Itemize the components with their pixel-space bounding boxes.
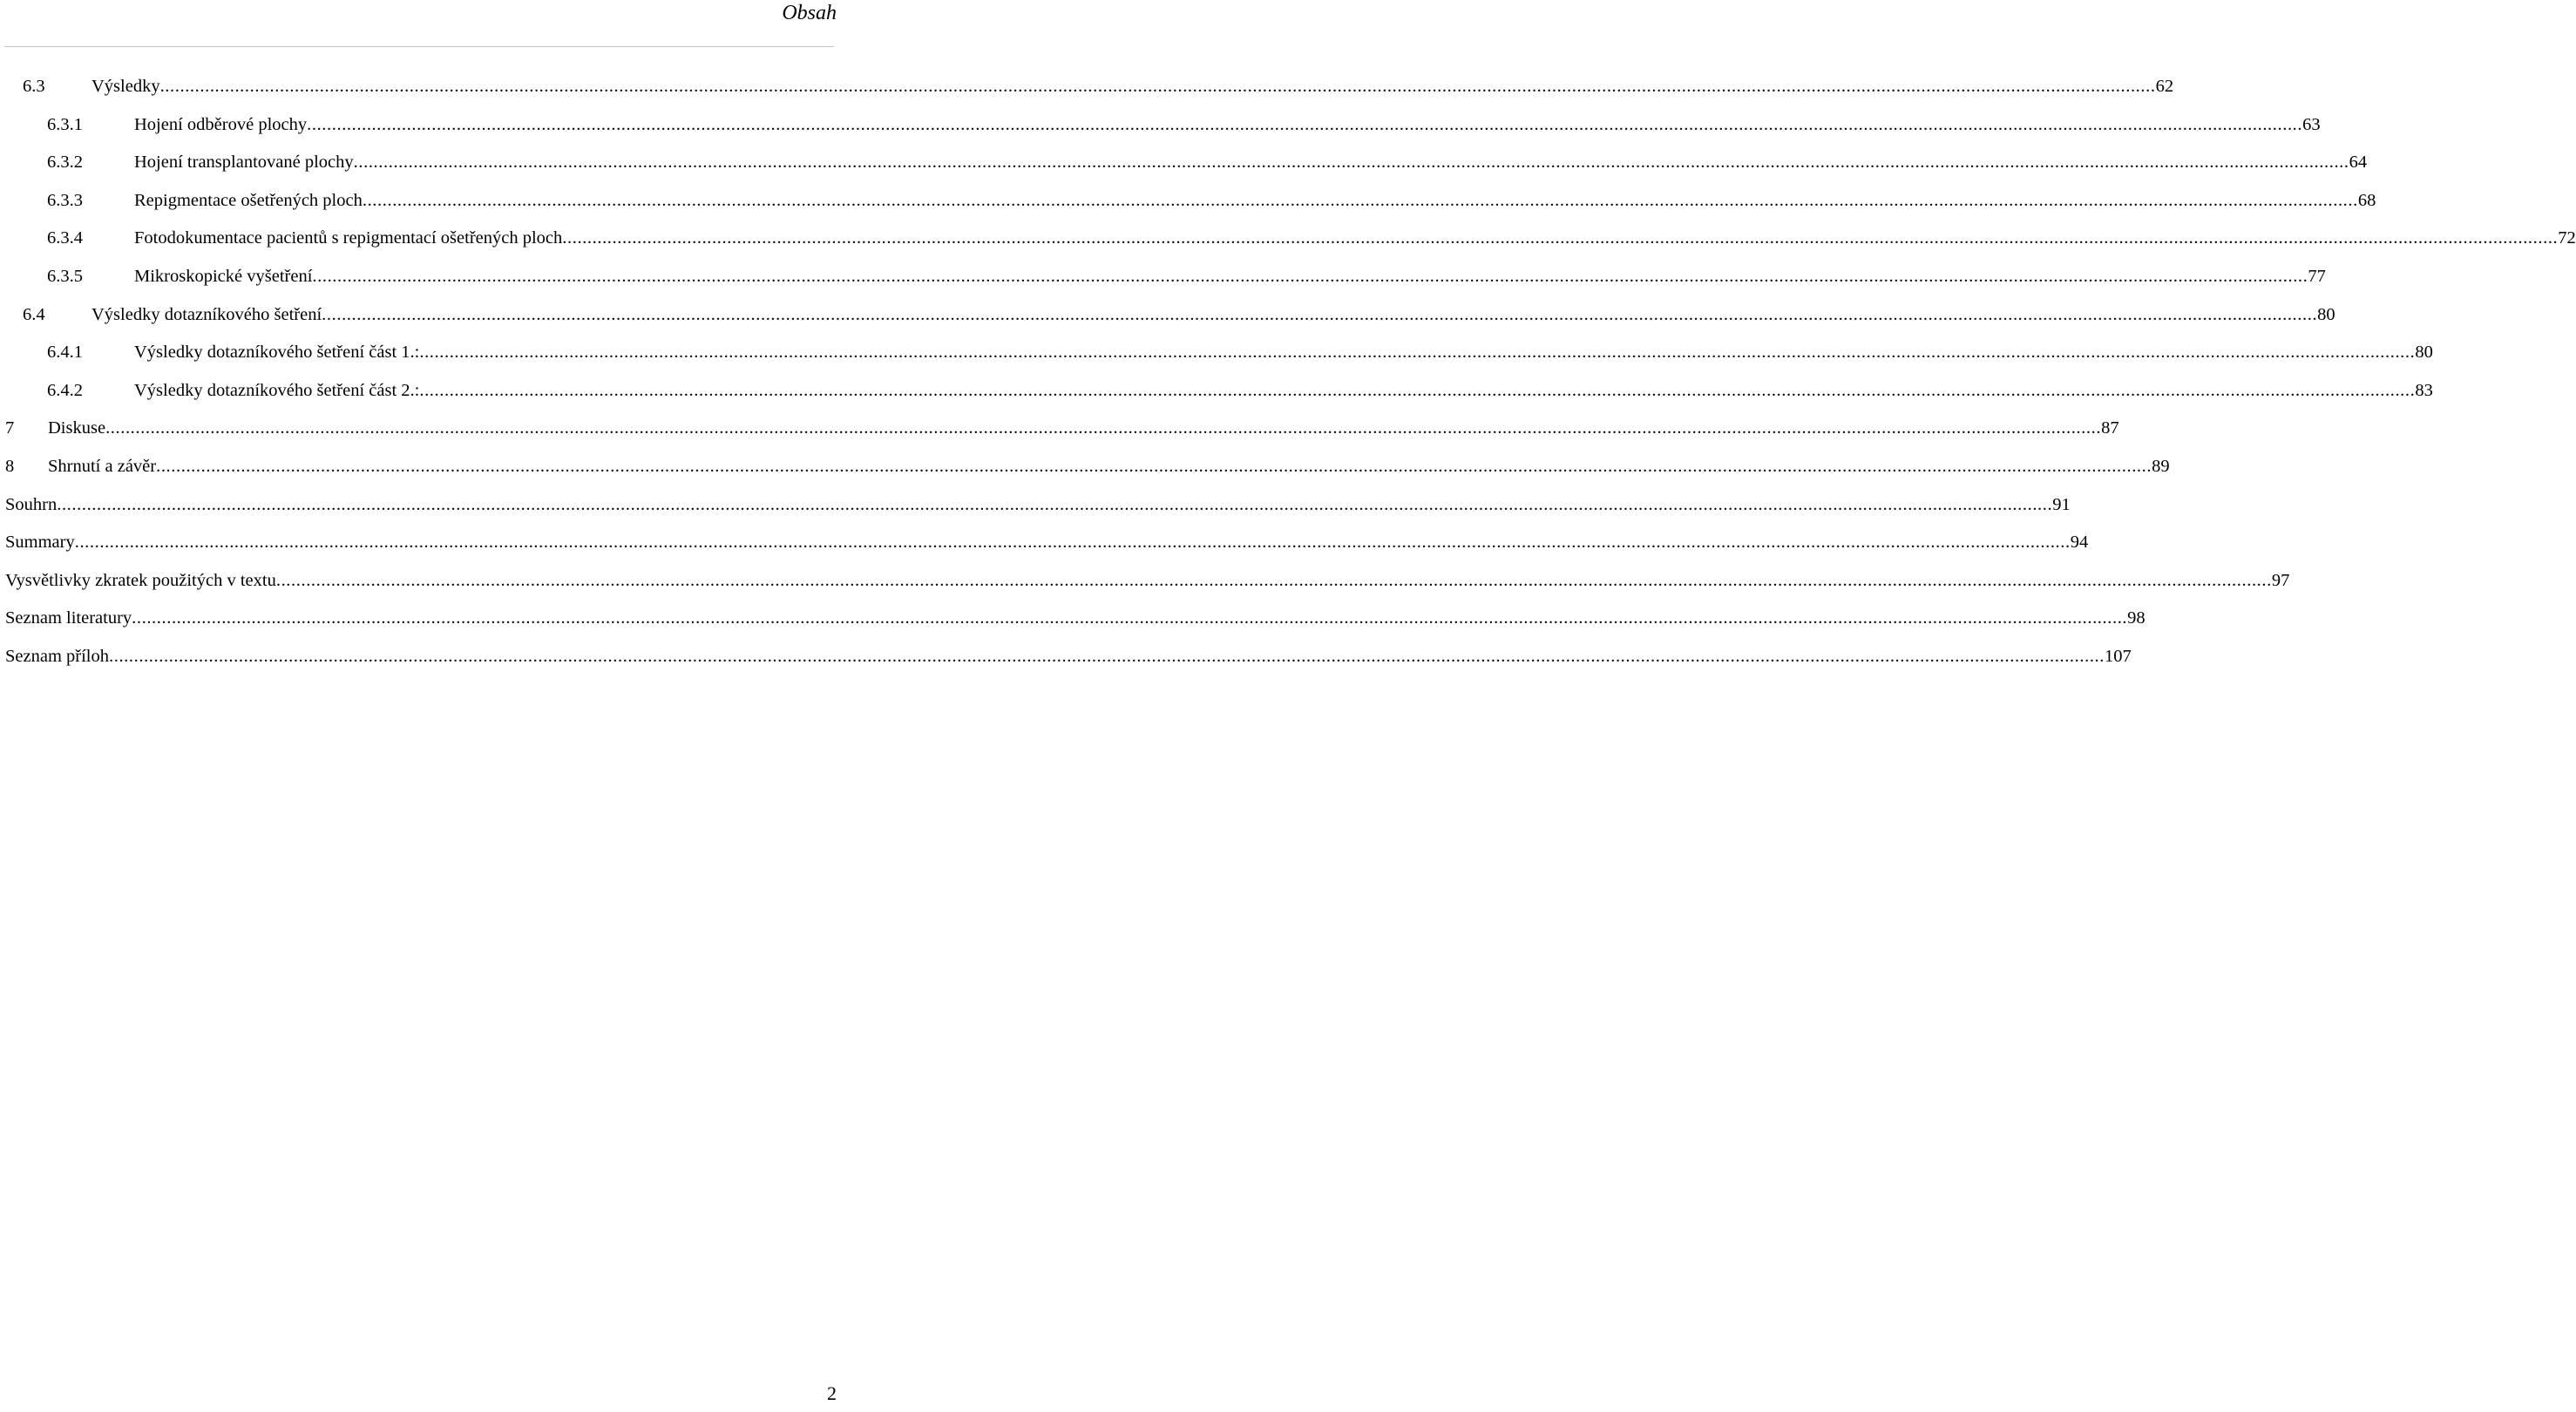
toc-entry-line (48, 410, 2119, 448)
toc-dot-leader: ................................................................................................................................................................................................................................................................................................................................................................................................................ (109, 646, 2105, 666)
toc-entry-line (5, 562, 2290, 601)
toc-entry-title[interactable]: Diskuse (48, 418, 106, 438)
toc-dot-leader: ................................................................................................................................................................................................................................................................................................................................................................................................................ (275, 570, 2272, 590)
toc-entry-page: 64 (2349, 153, 2368, 173)
toc-entry-title[interactable]: Výsledky dotazníkového šetření část 2.: (134, 380, 420, 400)
toc-dot-leader: ................................................................................................................................................................................................................................................................................................................................................................................................................ (419, 380, 2416, 400)
toc-entry-number: 6.4.2 (47, 380, 83, 400)
toc-entry-line (5, 524, 2089, 562)
toc-entry[interactable] (0, 638, 2132, 676)
toc-entry-page: 98 (2127, 608, 2146, 628)
toc-entry-line (134, 182, 2376, 221)
toc-dot-leader: ................................................................................................................................................................................................................................................................................................................................................................................................................ (353, 153, 2349, 173)
toc-entry-number: 6.4.1 (47, 343, 83, 363)
toc-dot-leader: ................................................................................................................................................................................................................................................................................................................................................................................................................ (156, 456, 2152, 476)
toc-entry-line (5, 600, 2146, 638)
toc-entry-title[interactable]: Shrnutí a závěr (48, 456, 157, 476)
toc-entry-title[interactable]: Souhrn (5, 494, 58, 514)
toc-dot-leader: ................................................................................................................................................................................................................................................................................................................................................................................................................ (322, 304, 2318, 324)
toc-dot-leader: ................................................................................................................................................................................................................................................................................................................................................................................................................ (105, 418, 2102, 438)
toc-entry-page: 97 (2271, 570, 2290, 590)
toc-entry-page: 87 (2101, 418, 2119, 438)
toc-entry-line (134, 258, 2326, 296)
toc-entry-title[interactable]: Seznam příloh (5, 646, 109, 666)
toc-entry-number: 7 (5, 418, 15, 438)
toc-entry-number: 8 (5, 456, 15, 476)
toc-dot-leader: ................................................................................................................................................................................................................................................................................................................................................................................................................ (362, 190, 2358, 210)
toc-entry[interactable] (0, 562, 2290, 601)
toc-dot-leader: ................................................................................................................................................................................................................................................................................................................................................................................................................ (419, 343, 2416, 363)
toc-dot-leader: ................................................................................................................................................................................................................................................................................................................................................................................................................ (312, 266, 2308, 286)
toc-entry-number: 6.3.3 (47, 190, 83, 210)
toc-entry-title[interactable]: Výsledky (92, 77, 160, 96)
toc-entry-title[interactable]: Summary (5, 533, 75, 553)
toc-entry-title[interactable]: Hojení odběrové plochy (134, 114, 308, 134)
toc-entry-line (134, 372, 2433, 411)
toc-entry-line (92, 68, 2174, 106)
page-number: 2 (827, 1382, 837, 1404)
toc-entry-title[interactable]: Výsledky dotazníkového šetření část 1.: (134, 343, 420, 363)
toc-entry[interactable] (0, 448, 2170, 486)
toc-entry-page: 91 (2052, 494, 2071, 514)
toc-entry-line (134, 220, 2576, 258)
toc-entry-number: 6.3.4 (47, 228, 83, 248)
toc-entry-number: 6.3.1 (47, 114, 83, 134)
toc-entry-line (5, 638, 2132, 676)
toc-entry-page: 107 (2105, 646, 2132, 666)
toc-entry-line (134, 144, 2368, 182)
toc-dot-leader: ................................................................................................................................................................................................................................................................................................................................................................................................................ (74, 533, 2071, 553)
toc-entry-page: 77 (2308, 266, 2326, 286)
toc-entry[interactable] (0, 524, 2089, 562)
toc-entry-page: 83 (2415, 380, 2433, 400)
toc-entry-line (48, 448, 2170, 486)
toc-entry-line (134, 106, 2321, 145)
toc-entry-page: 80 (2317, 304, 2335, 324)
toc-entry[interactable] (0, 258, 2326, 296)
toc-entry[interactable] (0, 334, 2433, 372)
toc-entry-line (92, 296, 2335, 335)
toc-entry-number: 6.4 (23, 304, 45, 324)
toc-entry-title[interactable]: Repigmentace ošetřených ploch (134, 190, 363, 210)
toc-entry-title[interactable]: Vysvětlivky zkratek použitých v textu (5, 570, 276, 590)
toc-entry-page: 80 (2415, 343, 2433, 363)
toc-entry-page: 62 (2155, 77, 2174, 96)
toc-entry-title[interactable]: Výsledky dotazníkového šetření (92, 304, 322, 324)
toc-entry[interactable] (0, 220, 2576, 258)
toc-entry-page: 63 (2302, 114, 2321, 134)
header-divider (4, 46, 834, 47)
toc-entry[interactable] (0, 372, 2433, 411)
toc-entry-number: 6.3 (23, 77, 45, 96)
toc-entry[interactable] (0, 486, 2071, 525)
toc-dot-leader: ................................................................................................................................................................................................................................................................................................................................................................................................................ (562, 228, 2559, 248)
toc-entry-title[interactable]: Fotodokumentace pacientů s repigmentací ošetřených ploch (134, 228, 563, 248)
toc-dot-leader: ................................................................................................................................................................................................................................................................................................................................................................................................................ (132, 608, 2128, 628)
toc-entry-number: 6.3.5 (47, 266, 83, 286)
toc-entry-number: 6.3.2 (47, 153, 83, 173)
toc-dot-leader: ................................................................................................................................................................................................................................................................................................................................................................................................................ (57, 494, 2053, 514)
toc-entry-page: 89 (2152, 456, 2170, 476)
table-of-contents (0, 68, 2576, 676)
toc-entry[interactable] (0, 68, 2174, 106)
toc-entry[interactable] (0, 182, 2376, 221)
toc-entry-title[interactable]: Mikroskopické vyšetření (134, 266, 313, 286)
toc-entry[interactable] (0, 296, 2335, 335)
running-header-title: Obsah (782, 2, 837, 24)
toc-entry-line (134, 334, 2433, 372)
toc-entry-page: 68 (2357, 190, 2376, 210)
toc-entry[interactable] (0, 144, 2368, 182)
toc-entry[interactable] (0, 600, 2146, 638)
toc-entry-page: 72 (2558, 228, 2576, 248)
toc-dot-leader: ................................................................................................................................................................................................................................................................................................................................................................................................................ (307, 114, 2303, 134)
toc-entry-page: 94 (2070, 533, 2089, 553)
toc-entry[interactable] (0, 410, 2119, 448)
toc-entry-line (5, 486, 2071, 525)
toc-entry-title[interactable]: Hojení transplantované plochy (134, 153, 354, 173)
toc-entry-title[interactable]: Seznam literatury (5, 608, 132, 628)
toc-entry[interactable] (0, 106, 2321, 145)
toc-dot-leader: ................................................................................................................................................................................................................................................................................................................................................................................................................ (159, 77, 2156, 96)
